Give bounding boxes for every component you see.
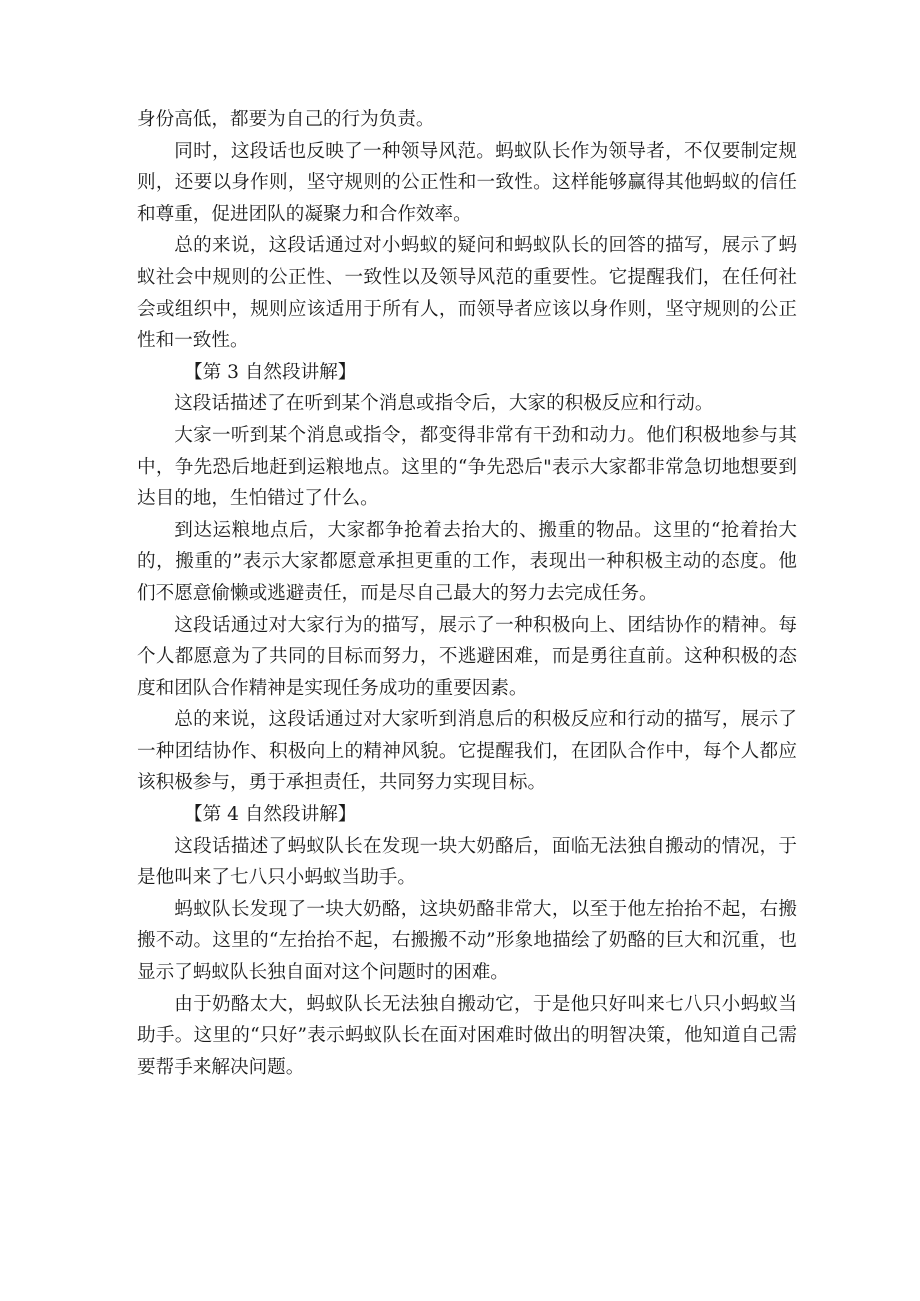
paragraph: 蚂蚁队长发现了一块大奶酪，这块奶酪非常大，以至于他左抬抬不起，右搬搬不动。这里的“左抬抬不起，右搬搬不动”形象地描绘了奶酪的巨大和沉重，也显示了蚂蚁队长独自面对这个问题时的困难。 bbox=[137, 898, 797, 984]
document-page bbox=[137, 104, 797, 1083]
paragraph: 这段话描述了蚂蚁队长在发现一块大奶酪后，面临无法独自搬动的情况，于是他叫来了七八只小蚂蚁当助手。 bbox=[137, 835, 797, 889]
paragraph: 总的来说，这段话通过对大家听到消息后的积极反应和行动的描写，展示了一种团结协作、积极向上的精神风貌。它提醒我们，在团队合作中，每个人都应该积极参与，勇于承担责任，共同努力实现目标。 bbox=[137, 709, 797, 794]
paragraph: 同时，这段话也反映了一种领导风范。蚂蚁队长作为领导者，不仅要制定规则，还要以身作则，坚守规则的公正性和一致性。这样能够赢得其他蚂蚁的信任和尊重，促进团队的凝聚力和合作效率。 bbox=[137, 140, 797, 225]
section-heading: 【第 3 自然段讲解】 bbox=[184, 361, 357, 383]
paragraph: 由于奶酪太大，蚂蚁队长无法独自搬动它，于是他只好叫来七八只小蚂蚁当助手。这里的“只好”表示蚂蚁队长在面对困难时做出的明智决策，他知道自己需要帮手来解决问题。 bbox=[137, 993, 797, 1078]
section-heading: 【第 4 自然段讲解】 bbox=[184, 804, 357, 826]
paragraph: 总的来说，这段话通过对小蚂蚁的疑问和蚂蚁队长的回答的描写，展示了蚂蚁社会中规则的公正性、一致性以及领导风范的重要性。它提醒我们，在任何社会或组织中，规则应该适用于所有人，而领导者应该以身作则，坚守规则的公正性和一致性。 bbox=[137, 235, 797, 352]
paragraph: 这段话描述了在听到某个消息或指令后，大家的积极反应和行动。 bbox=[174, 393, 714, 415]
paragraph: 这段话通过对大家行为的描写，展示了一种积极向上、团结协作的精神。每个人都愿意为了共同的目标而努力，不逃避困难，而是勇往直前。这种积极的态度和团队合作精神是实现任务成功的重要因素。 bbox=[137, 614, 797, 699]
paragraph: 到达运粮地点后，大家都争抢着去抬大的、搬重的物品。这里的“抢着抬大的，搬重的”表示大家都愿意承担更重的工作，表现出一种积极主动的态度。他们不愿意偷懒或逃避责任，而是尽自己最大的努力去完成任务。 bbox=[137, 519, 797, 604]
paragraph: 身份高低，都要为自己的行为负责。 bbox=[137, 109, 435, 130]
paragraph: 大家一听到某个消息或指令，都变得非常有干劲和动力。他们积极地参与其中，争先恐后地赶到运粮地点。这里的“争先恐后"表示大家都非常急切地想要到达目的地，生怕错过了什么。 bbox=[137, 424, 797, 510]
